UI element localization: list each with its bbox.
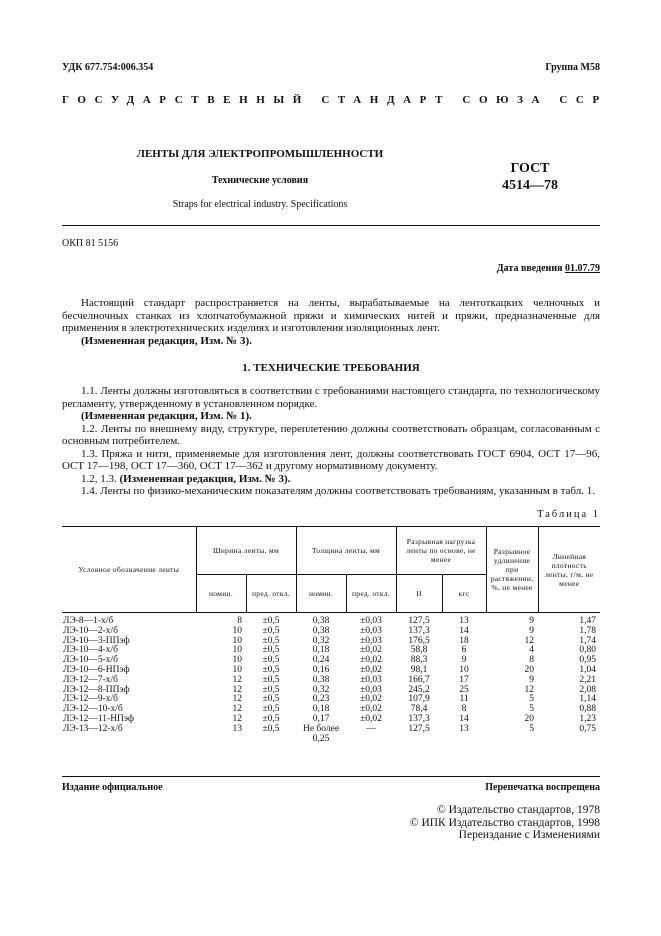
table-cell: 8 bbox=[461, 704, 467, 715]
table-cell bbox=[538, 735, 600, 745]
table-cell: 10 bbox=[232, 645, 242, 656]
table-cell: ЛЭ-10—4-х/б bbox=[63, 645, 119, 656]
table-cell: 13 bbox=[232, 723, 242, 734]
table-cell: 17 bbox=[459, 674, 469, 685]
table-row bbox=[62, 666, 600, 676]
table-cell: 12 bbox=[232, 684, 242, 695]
table-cell: 4 bbox=[529, 645, 535, 656]
section-text bbox=[62, 385, 600, 498]
table-cell: 12 bbox=[524, 684, 535, 695]
col-load-kgs: кгс bbox=[442, 575, 486, 613]
table-cell: ±0,02 bbox=[360, 694, 382, 705]
table-cell: ±0,5 bbox=[262, 674, 280, 685]
copyright-line: © ИПК Издательство стандартов, 1998 bbox=[409, 816, 600, 829]
table-cell: 2,21 bbox=[579, 674, 597, 685]
table-cell: 98,1 bbox=[410, 664, 428, 675]
table-cell: 1,74 bbox=[579, 635, 597, 646]
table-cell: 9 bbox=[529, 616, 535, 626]
title-divider bbox=[62, 225, 600, 226]
table-cell: ±0,5 bbox=[262, 645, 280, 656]
table-cell: ±0,02 bbox=[360, 645, 382, 656]
intro-date-label: Дата введения bbox=[496, 263, 565, 274]
reprint-notice: Перепечатка воспрещена bbox=[485, 782, 600, 793]
table-cell: 107,9 bbox=[408, 694, 430, 705]
clause-1-2-1-3-amendment: 1.2, 1.3. (Измененная редакция, Изм. № 3). bbox=[81, 472, 291, 485]
table-cell: 5 bbox=[529, 694, 535, 705]
table-cell: ±0,5 bbox=[262, 713, 280, 724]
table-cell: ±0,5 bbox=[262, 664, 280, 675]
col-linear-density: Линейная плотность ленты, г/м, не менее bbox=[538, 527, 600, 613]
table-cell: 8 bbox=[529, 655, 535, 666]
table-cell bbox=[346, 735, 396, 745]
col-designation: Условное обозначение ленты bbox=[62, 527, 196, 613]
table-cell: 0,23 bbox=[312, 694, 330, 705]
table-cell: Не более bbox=[302, 723, 340, 734]
table-cell: 0,32 bbox=[312, 635, 330, 646]
table-cell bbox=[62, 735, 196, 745]
table-cell: 0,18 bbox=[312, 645, 330, 656]
table-cell: 11 bbox=[459, 694, 469, 705]
table-row bbox=[62, 627, 600, 637]
table-cell: ±0,02 bbox=[360, 655, 382, 666]
clause-1-1-amendment: (Измененная редакция, Изм. № 1). bbox=[81, 410, 252, 422]
udk-code: УДК 677.754:006.354 bbox=[62, 62, 154, 73]
table-cell: 0,38 bbox=[312, 625, 330, 636]
table-cell: ±0,03 bbox=[360, 684, 382, 695]
table-cell: 0,95 bbox=[579, 655, 597, 666]
state-standard-banner: ГОСУДАРСТВЕННЫЙ СТАНДАРТ СОЮЗА ССР bbox=[62, 94, 608, 106]
table-cell: ±0,5 bbox=[262, 655, 280, 666]
table-cell: 1,23 bbox=[579, 713, 597, 724]
table-cell: ±0,5 bbox=[262, 625, 280, 636]
table-row bbox=[62, 686, 600, 696]
col-thickness: Толщина ленты, мм bbox=[296, 527, 396, 575]
official-edition: Издание официальное bbox=[62, 782, 163, 793]
table-cell: 12 bbox=[232, 694, 242, 705]
table-cell: 58,8 bbox=[410, 645, 428, 656]
table-cell: ЛЭ-12—7-х/б bbox=[63, 674, 119, 685]
table-cell: ±0,02 bbox=[360, 713, 382, 724]
group-code: Группа М58 bbox=[545, 62, 600, 73]
table-cell: 0,88 bbox=[579, 704, 597, 715]
table-row bbox=[62, 735, 600, 745]
table-cell: 10 bbox=[232, 655, 242, 666]
table-cell: 0,24 bbox=[312, 655, 330, 666]
table-cell: 176,5 bbox=[408, 635, 430, 646]
footer-divider bbox=[62, 776, 600, 777]
document-subtitle: Технические условия bbox=[211, 175, 309, 186]
table-row bbox=[62, 613, 600, 627]
clause-1-3: 1.3. Пряжа и нити, применяемые для изготовления лент, должны соответствовать ГОСТ 6904, ОСТ 17—96, ОСТ 17—198, ОСТ 17—360, ОСТ 17—362 и другому нормативному документу. bbox=[62, 447, 600, 472]
table-cell: 12 bbox=[232, 704, 242, 715]
table-cell bbox=[486, 735, 538, 745]
table-cell: 0,75 bbox=[579, 723, 597, 734]
table-cell: ЛЭ-12—10-х/б bbox=[63, 704, 123, 715]
table-cell: 2,08 bbox=[579, 684, 597, 695]
table-cell: 9 bbox=[529, 674, 535, 685]
table-caption: Таблица 1 bbox=[537, 509, 600, 520]
table-cell: ЛЭ-13—12-х/б bbox=[63, 723, 123, 734]
table-cell: ±0,03 bbox=[360, 616, 382, 626]
table-cell: 0,17 bbox=[312, 713, 330, 724]
table-cell: ЛЭ-10—5-х/б bbox=[63, 655, 119, 666]
intro-text bbox=[62, 297, 600, 347]
gost-code: 4514—78 bbox=[502, 178, 558, 193]
table-cell: 127,5 bbox=[408, 616, 430, 626]
copyright-line: © Издательство стандартов, 1978 bbox=[436, 804, 600, 816]
col-breaking-load: Разрывная нагрузка ленты по основе, не менее bbox=[396, 527, 486, 575]
table-cell: 18 bbox=[459, 635, 469, 646]
section-heading: 1. ТЕХНИЧЕСКИЕ ТРЕБОВАНИЯ bbox=[242, 362, 420, 374]
table-cell: 13 bbox=[459, 616, 469, 626]
table-cell: 5 bbox=[529, 723, 535, 734]
english-title: Straps for electrical industry. Specifications bbox=[172, 199, 348, 210]
table-cell: 10 bbox=[232, 664, 242, 675]
table-row bbox=[62, 656, 600, 666]
table-cell: ±0,5 bbox=[262, 704, 280, 715]
table-cell: 10 bbox=[232, 625, 242, 636]
gost-number bbox=[490, 160, 570, 194]
table-cell: 12 bbox=[232, 713, 242, 724]
table-row bbox=[62, 725, 600, 735]
table-cell: ±0,03 bbox=[360, 635, 382, 646]
table-cell: 166,7 bbox=[408, 674, 430, 685]
col-width-nomin: номин. bbox=[196, 575, 246, 613]
intro-date-value: 01.07.79 bbox=[565, 263, 600, 274]
table-cell: 137,3 bbox=[408, 713, 430, 724]
col-thickness-nomin: номин. bbox=[296, 575, 346, 613]
table-cell: 10 bbox=[459, 664, 469, 675]
table-cell: 9 bbox=[461, 655, 467, 666]
col-width-tolerance: пред. откл. bbox=[246, 575, 296, 613]
table-cell: 0,38 bbox=[312, 674, 330, 685]
intro-paragraph: Настоящий стандарт распространяется на ленты, вырабатываемые на лентоткацких челночных и бесчелночных станках из хлопчатобумажной пряжи и химических нитей и пряжи, предназначенные для применения в электротехнических изделиях и изготовления изоляционных лент. bbox=[62, 297, 600, 334]
table-row bbox=[62, 695, 600, 705]
table-cell: ЛЭ-10—3-ППэф bbox=[63, 635, 130, 646]
table-cell: 245,2 bbox=[408, 684, 430, 695]
col-elongation: Разрывное удлинение при растяжении, %, не менее bbox=[486, 527, 538, 613]
table-cell: 20 bbox=[524, 713, 535, 724]
table-cell: ±0,5 bbox=[262, 723, 280, 734]
table-cell bbox=[396, 735, 442, 745]
table-cell bbox=[246, 735, 296, 745]
table-cell: 12 bbox=[232, 674, 242, 685]
copyright-line: Переиздание с Изменениями bbox=[458, 829, 600, 841]
table-row bbox=[62, 705, 600, 715]
table-cell: 0,38 bbox=[312, 616, 330, 626]
table-cell: ±0,5 bbox=[262, 694, 280, 705]
table-cell: 78,4 bbox=[410, 704, 428, 715]
table-cell: ЛЭ-12—11-НПэф bbox=[63, 713, 135, 724]
col-thickness-tolerance: пред. откл. bbox=[346, 575, 396, 613]
table-cell: ±0,02 bbox=[360, 704, 382, 715]
intro-date bbox=[497, 263, 600, 274]
table-cell: — bbox=[366, 723, 376, 734]
table-cell: 14 bbox=[459, 625, 469, 636]
intro-amendment: (Измененная редакция, Изм. № 3). bbox=[81, 334, 252, 347]
table-cell: ±0,5 bbox=[262, 684, 280, 695]
table-cell: 12 bbox=[524, 635, 535, 646]
clause-1-2: 1.2. Ленты по внешнему виду, структуре, переплетению должны соответствовать образцам, согласованным с основным потребителем. bbox=[62, 422, 600, 447]
table-cell: 0,32 bbox=[312, 684, 330, 695]
table-cell: 13 bbox=[459, 723, 469, 734]
document-title: ЛЕНТЫ ДЛЯ ЭЛЕКТРОПРОМЫШЛЕННОСТИ bbox=[136, 148, 384, 160]
table-cell: ЛЭ-10—2-х/б bbox=[63, 625, 119, 636]
table-cell: 1,14 bbox=[579, 694, 597, 705]
table-cell: 0,16 bbox=[312, 664, 330, 675]
table-cell: 20 bbox=[524, 664, 535, 675]
gost-label: ГОСТ bbox=[510, 161, 550, 176]
specs-table bbox=[62, 526, 600, 744]
col-width: Ширина ленты, мм bbox=[196, 527, 296, 575]
table-row bbox=[62, 676, 600, 686]
table-cell: ±0,5 bbox=[262, 616, 280, 626]
table-cell: 9 bbox=[529, 625, 535, 636]
table-cell: 1,47 bbox=[579, 616, 597, 626]
table-cell: 1,78 bbox=[579, 625, 597, 636]
table-row bbox=[62, 637, 600, 647]
table-cell: ЛЭ-12—9-х/б bbox=[63, 694, 119, 705]
table-cell: 0,18 bbox=[312, 704, 330, 715]
table-cell: ±0,03 bbox=[360, 625, 382, 636]
table-cell: ±0,5 bbox=[262, 635, 280, 646]
table-cell bbox=[196, 735, 246, 745]
copyright-block bbox=[410, 804, 600, 842]
table-cell: ±0,02 bbox=[360, 664, 382, 675]
table-cell: 25 bbox=[459, 684, 469, 695]
table-cell: 10 bbox=[232, 635, 242, 646]
okp-code: ОКП 81 5156 bbox=[62, 238, 119, 249]
table-cell: ЛЭ-12—8-ППэф bbox=[63, 684, 130, 695]
table-cell: ЛЭ-8—1-х/б bbox=[63, 616, 114, 626]
clause-1-4: 1.4. Ленты по физико-механическим показателям должны соответствовать требованиям, указанным в табл. 1. bbox=[81, 485, 595, 497]
table-cell: 0,80 bbox=[579, 645, 597, 656]
table-cell: 127,5 bbox=[408, 723, 430, 734]
table-cell: 6 bbox=[461, 645, 467, 656]
table-cell: 137,3 bbox=[408, 625, 430, 636]
table-cell: 5 bbox=[529, 704, 535, 715]
table-cell bbox=[442, 735, 486, 745]
col-load-n: Н bbox=[396, 575, 442, 613]
table-cell: 1,04 bbox=[579, 664, 597, 675]
table-cell: 0,25 bbox=[312, 733, 330, 744]
table-cell: 14 bbox=[459, 713, 469, 724]
table-cell: ЛЭ-10—6-НПэф bbox=[63, 664, 130, 675]
table-row bbox=[62, 646, 600, 656]
table-cell: 88,3 bbox=[410, 655, 428, 666]
clause-1-1: 1.1. Ленты должны изготовляться в соответствии с требованиями настоящего стандарта, по технологическому регламенту, утвержденному в установленном порядке. bbox=[62, 385, 600, 410]
table-cell: ±0,03 bbox=[360, 674, 382, 685]
table-cell: 8 bbox=[237, 616, 242, 626]
